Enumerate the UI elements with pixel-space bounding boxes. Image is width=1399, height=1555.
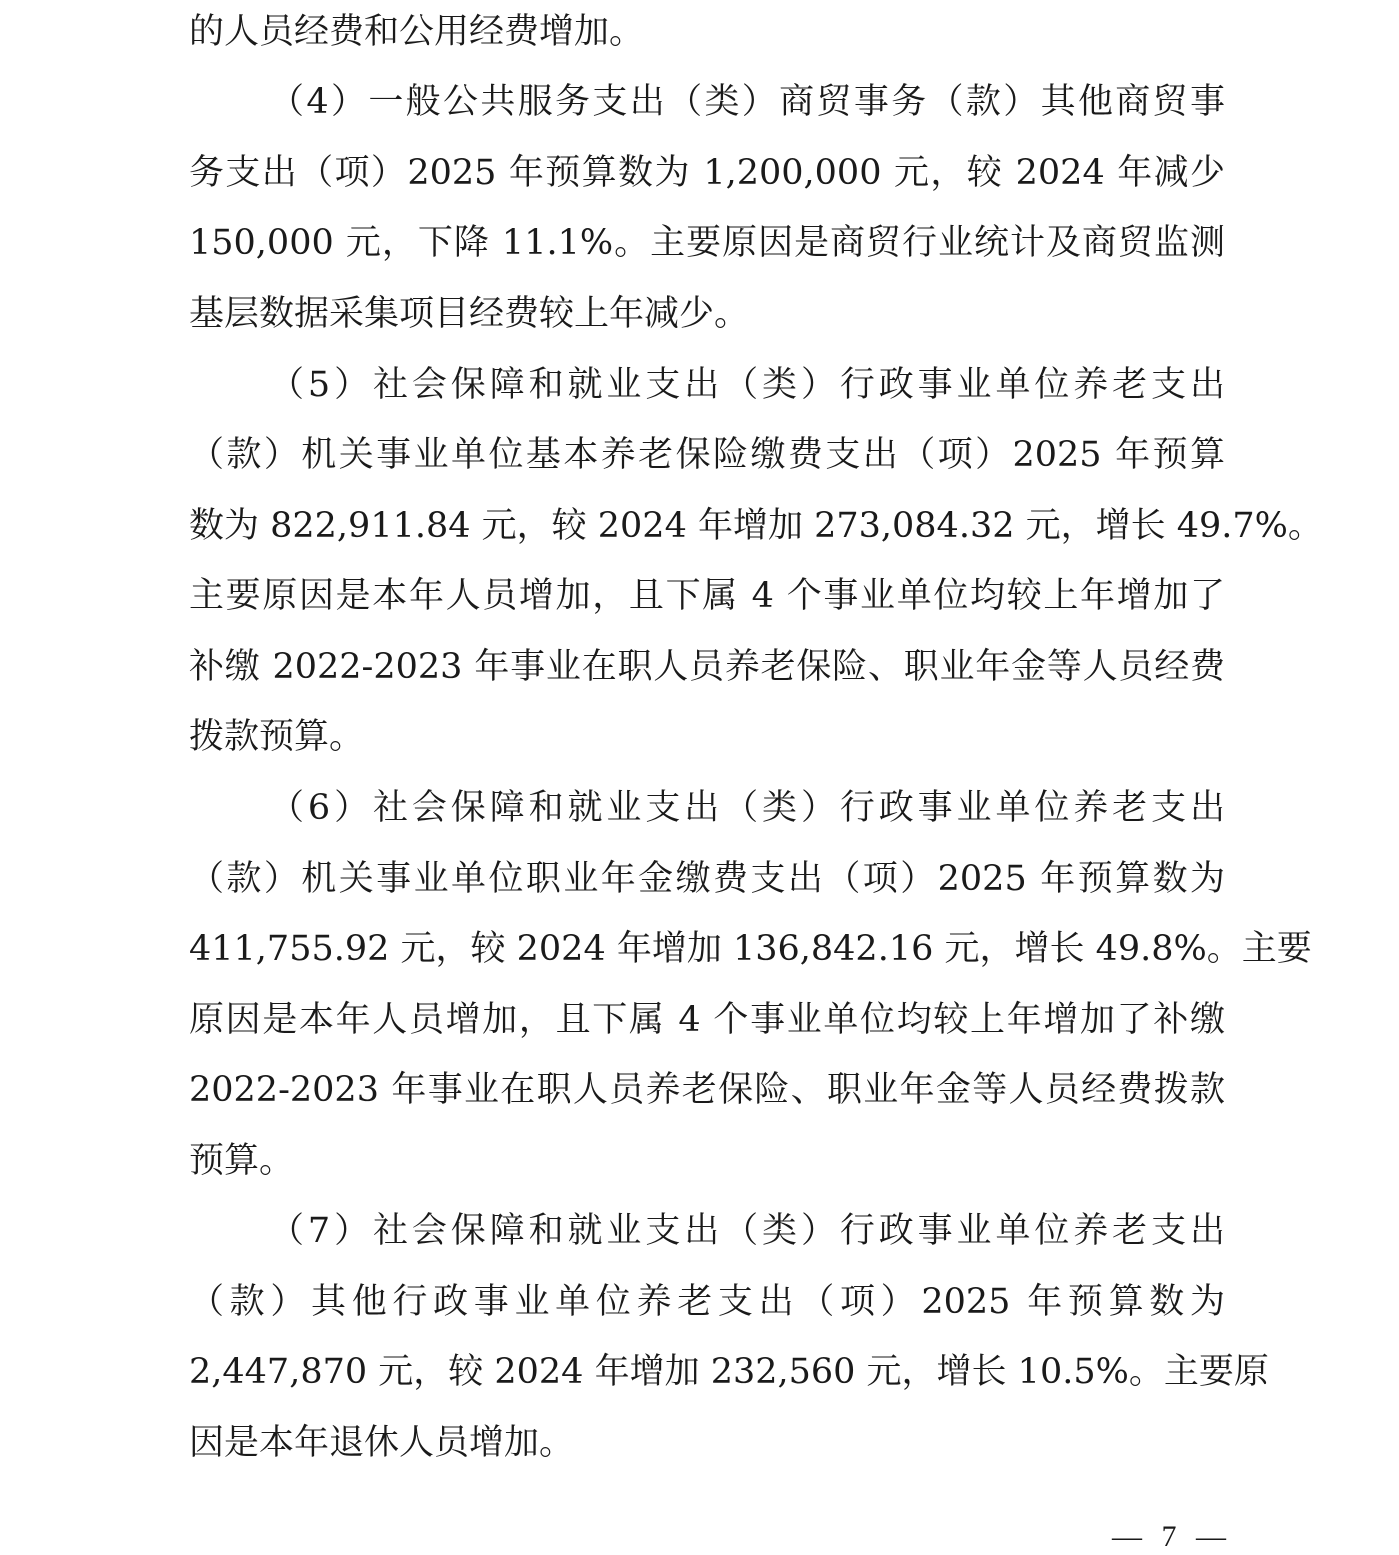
text-line: 2,447,870 元，较 2024 年增加 232,560 元，增长 10.5%。主要原 — [189, 1352, 1269, 1392]
text-line: 2022-2023 年事业在职人员养老保险、职业年金等人员经费拨款 — [189, 1070, 1225, 1110]
text-line: 基层数据采集项目经费较上年减少。 — [189, 294, 750, 334]
text-line: （5）社会保障和就业支出（类）行政事业单位养老支出 — [269, 365, 1225, 405]
text-line: 411,755.92 元，较 2024 年增加 136,842.16 元，增长 49.8%。主要 — [189, 929, 1312, 969]
text-line: （7）社会保障和就业支出（类）行政事业单位养老支出 — [269, 1211, 1225, 1251]
text-line: 的人员经费和公用经费增加。 — [189, 12, 645, 52]
text-line: （款）其他行政事业单位养老支出（项）2025 年预算数为 — [189, 1282, 1225, 1322]
text-line: 拨款预算。 — [189, 717, 365, 757]
text-line: 因是本年退休人员增加。 — [189, 1423, 575, 1463]
text-line: 补缴 2022-2023 年事业在职人员养老保险、职业年金等人员经费 — [189, 647, 1225, 687]
text-line: 主要原因是本年人员增加，且下属 4 个事业单位均较上年增加了 — [189, 576, 1225, 616]
text-line: 预算。 — [189, 1141, 295, 1181]
text-line: （6）社会保障和就业支出（类）行政事业单位养老支出 — [269, 788, 1225, 828]
text-line: （4）一般公共服务支出（类）商贸事务（款）其他商贸事 — [269, 82, 1225, 122]
text-line: 150,000 元，下降 11.1%。主要原因是商贸行业统计及商贸监测 — [189, 223, 1225, 263]
text-line: （款）机关事业单位基本养老保险缴费支出（项）2025 年预算 — [189, 435, 1225, 475]
text-line: 数为 822,911.84 元，较 2024 年增加 273,084.32 元，增长 49.7%。 — [189, 506, 1323, 546]
text-line: 原因是本年人员增加，且下属 4 个事业单位均较上年增加了补缴 — [189, 1000, 1225, 1040]
page-number: — 7 — — [1112, 1520, 1226, 1553]
text-line: 务支出（项）2025 年预算数为 1,200,000 元，较 2024 年减少 — [189, 153, 1225, 193]
text-line: （款）机关事业单位职业年金缴费支出（项）2025 年预算数为 — [189, 859, 1225, 899]
